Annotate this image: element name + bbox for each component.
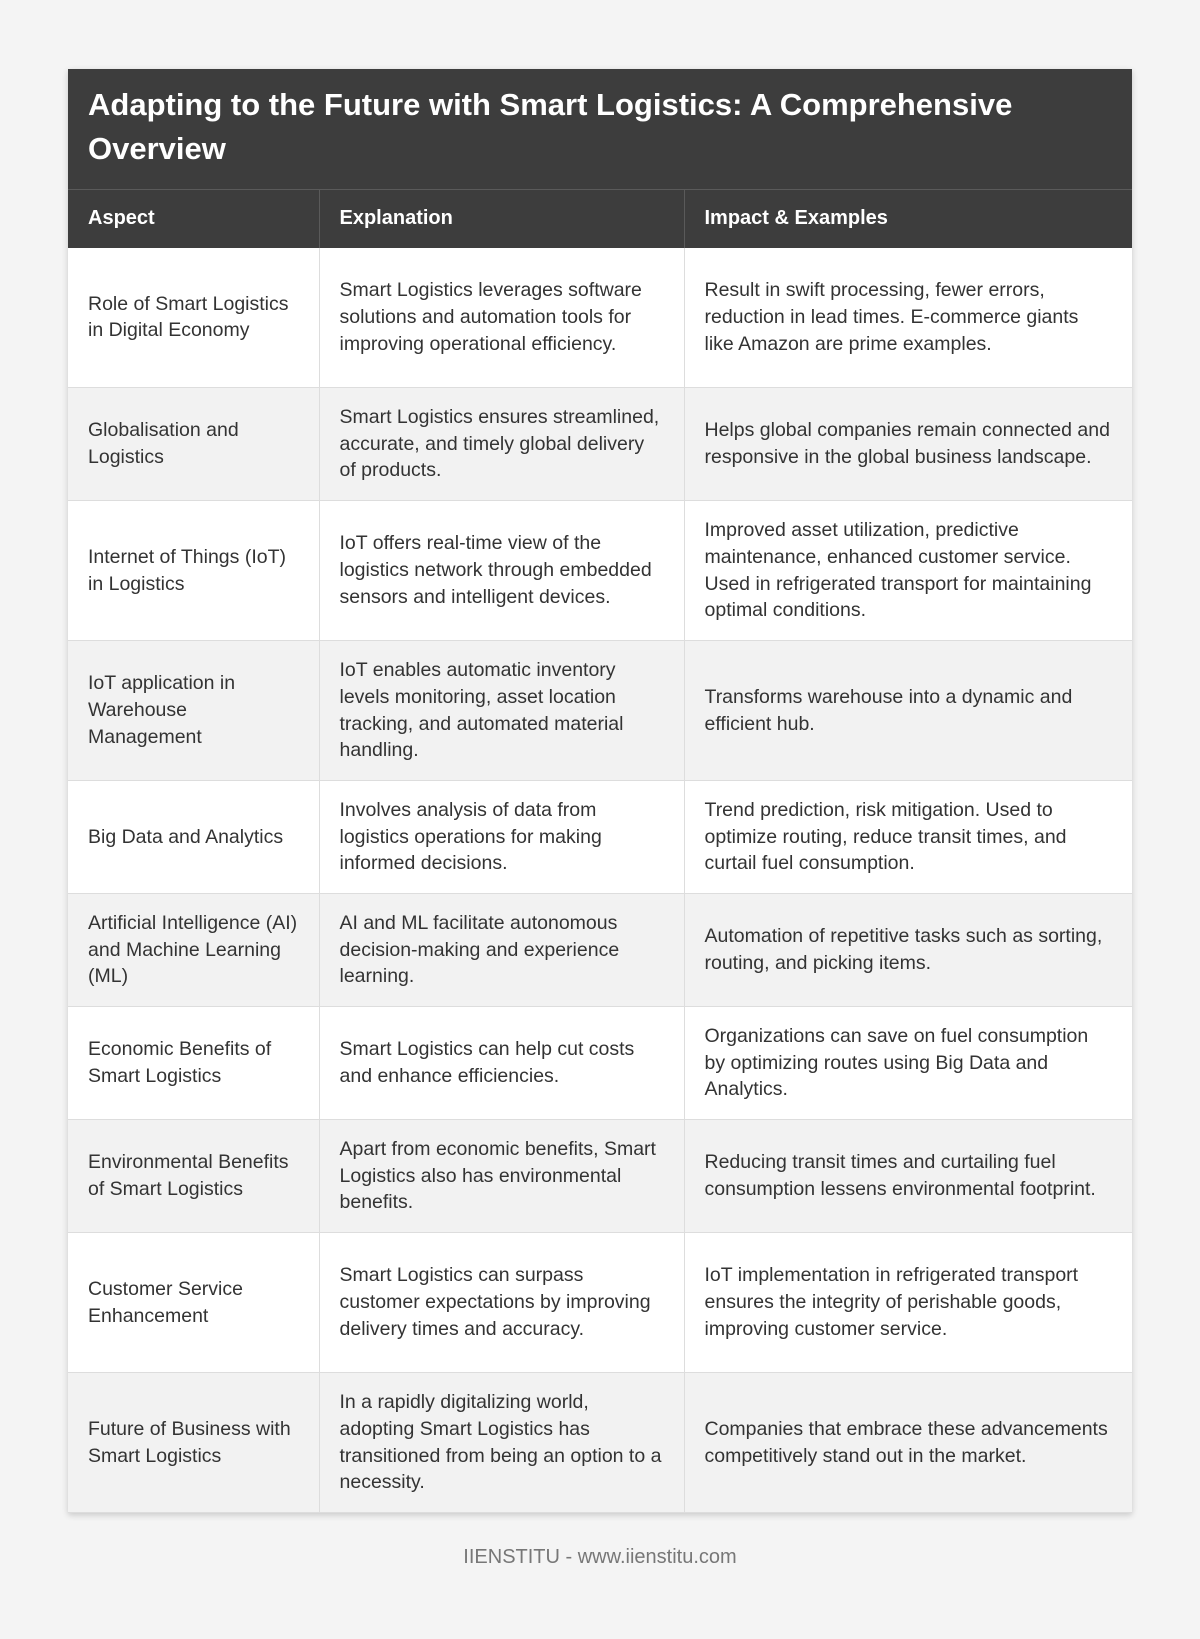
impact-cell: Helps global companies remain connected and responsive in the global business landscape.	[684, 388, 1132, 501]
table-row	[68, 501, 1132, 641]
explanation-cell: In a rapidly digitalizing world, adopting Smart Logistics has transitioned from being an option to a necessity.	[319, 1373, 684, 1513]
aspect-cell: Globalisation and Logistics	[68, 388, 319, 501]
aspect-cell: Big Data and Analytics	[68, 781, 319, 894]
impact-cell: Improved asset utilization, predictive maintenance, enhanced customer service. Used in refrigerated transport for maintaining optimal conditions.	[684, 501, 1132, 641]
column-header-aspect: Aspect	[68, 190, 319, 248]
impact-cell: Transforms warehouse into a dynamic and efficient hub.	[684, 641, 1132, 781]
table-header-row	[68, 190, 1132, 248]
table-row	[68, 641, 1132, 781]
aspect-cell: Role of Smart Logistics in Digital Economy	[68, 248, 319, 388]
footer-credit: IIENSTITU - www.iienstitu.com	[463, 1546, 737, 1568]
explanation-cell: Smart Logistics can surpass customer expectations by improving delivery times and accuracy.	[319, 1233, 684, 1373]
impact-cell: Companies that embrace these advancements competitively stand out in the market.	[684, 1373, 1132, 1513]
overview-card	[68, 69, 1132, 1513]
table-row	[68, 894, 1132, 1007]
table-row	[68, 248, 1132, 388]
impact-cell: IoT implementation in refrigerated transport ensures the integrity of perishable goods, improving customer service.	[684, 1233, 1132, 1373]
table-row	[68, 388, 1132, 501]
aspect-cell: Economic Benefits of Smart Logistics	[68, 1007, 319, 1120]
explanation-cell: IoT enables automatic inventory levels monitoring, asset location tracking, and automated material handling.	[319, 641, 684, 781]
table-row	[68, 1233, 1132, 1373]
table-row	[68, 1120, 1132, 1233]
impact-cell: Organizations can save on fuel consumption by optimizing routes using Big Data and Analytics.	[684, 1007, 1132, 1120]
explanation-cell: Involves analysis of data from logistics operations for making informed decisions.	[319, 781, 684, 894]
explanation-cell: Apart from economic benefits, Smart Logistics also has environmental benefits.	[319, 1120, 684, 1233]
table-row	[68, 1373, 1132, 1513]
table-row	[68, 781, 1132, 894]
explanation-cell: IoT offers real-time view of the logistics network through embedded sensors and intelligent devices.	[319, 501, 684, 641]
impact-cell: Reducing transit times and curtailing fuel consumption lessens environmental footprint.	[684, 1120, 1132, 1233]
aspect-cell: Artificial Intelligence (AI) and Machine Learning (ML)	[68, 894, 319, 1007]
aspect-cell: Future of Business with Smart Logistics	[68, 1373, 319, 1513]
explanation-cell: AI and ML facilitate autonomous decision-making and experience learning.	[319, 894, 684, 1007]
column-header-explanation: Explanation	[319, 190, 684, 248]
impact-cell: Result in swift processing, fewer errors, reduction in lead times. E-commerce giants like Amazon are prime examples.	[684, 248, 1132, 388]
overview-table	[68, 189, 1132, 1513]
table-row	[68, 1007, 1132, 1120]
impact-cell: Automation of repetitive tasks such as sorting, routing, and picking items.	[684, 894, 1132, 1007]
aspect-cell: Customer Service Enhancement	[68, 1233, 319, 1373]
explanation-cell: Smart Logistics leverages software solutions and automation tools for improving operational efficiency.	[319, 248, 684, 388]
aspect-cell: IoT application in Warehouse Management	[68, 641, 319, 781]
aspect-cell: Environmental Benefits of Smart Logistics	[68, 1120, 319, 1233]
page-title: Adapting to the Future with Smart Logistics: A Comprehensive Overview	[68, 69, 1132, 189]
aspect-cell: Internet of Things (IoT) in Logistics	[68, 501, 319, 641]
explanation-cell: Smart Logistics can help cut costs and enhance efficiencies.	[319, 1007, 684, 1120]
impact-cell: Trend prediction, risk mitigation. Used to optimize routing, reduce transit times, and curtail fuel consumption.	[684, 781, 1132, 894]
explanation-cell: Smart Logistics ensures streamlined, accurate, and timely global delivery of products.	[319, 388, 684, 501]
column-header-impact: Impact & Examples	[684, 190, 1132, 248]
